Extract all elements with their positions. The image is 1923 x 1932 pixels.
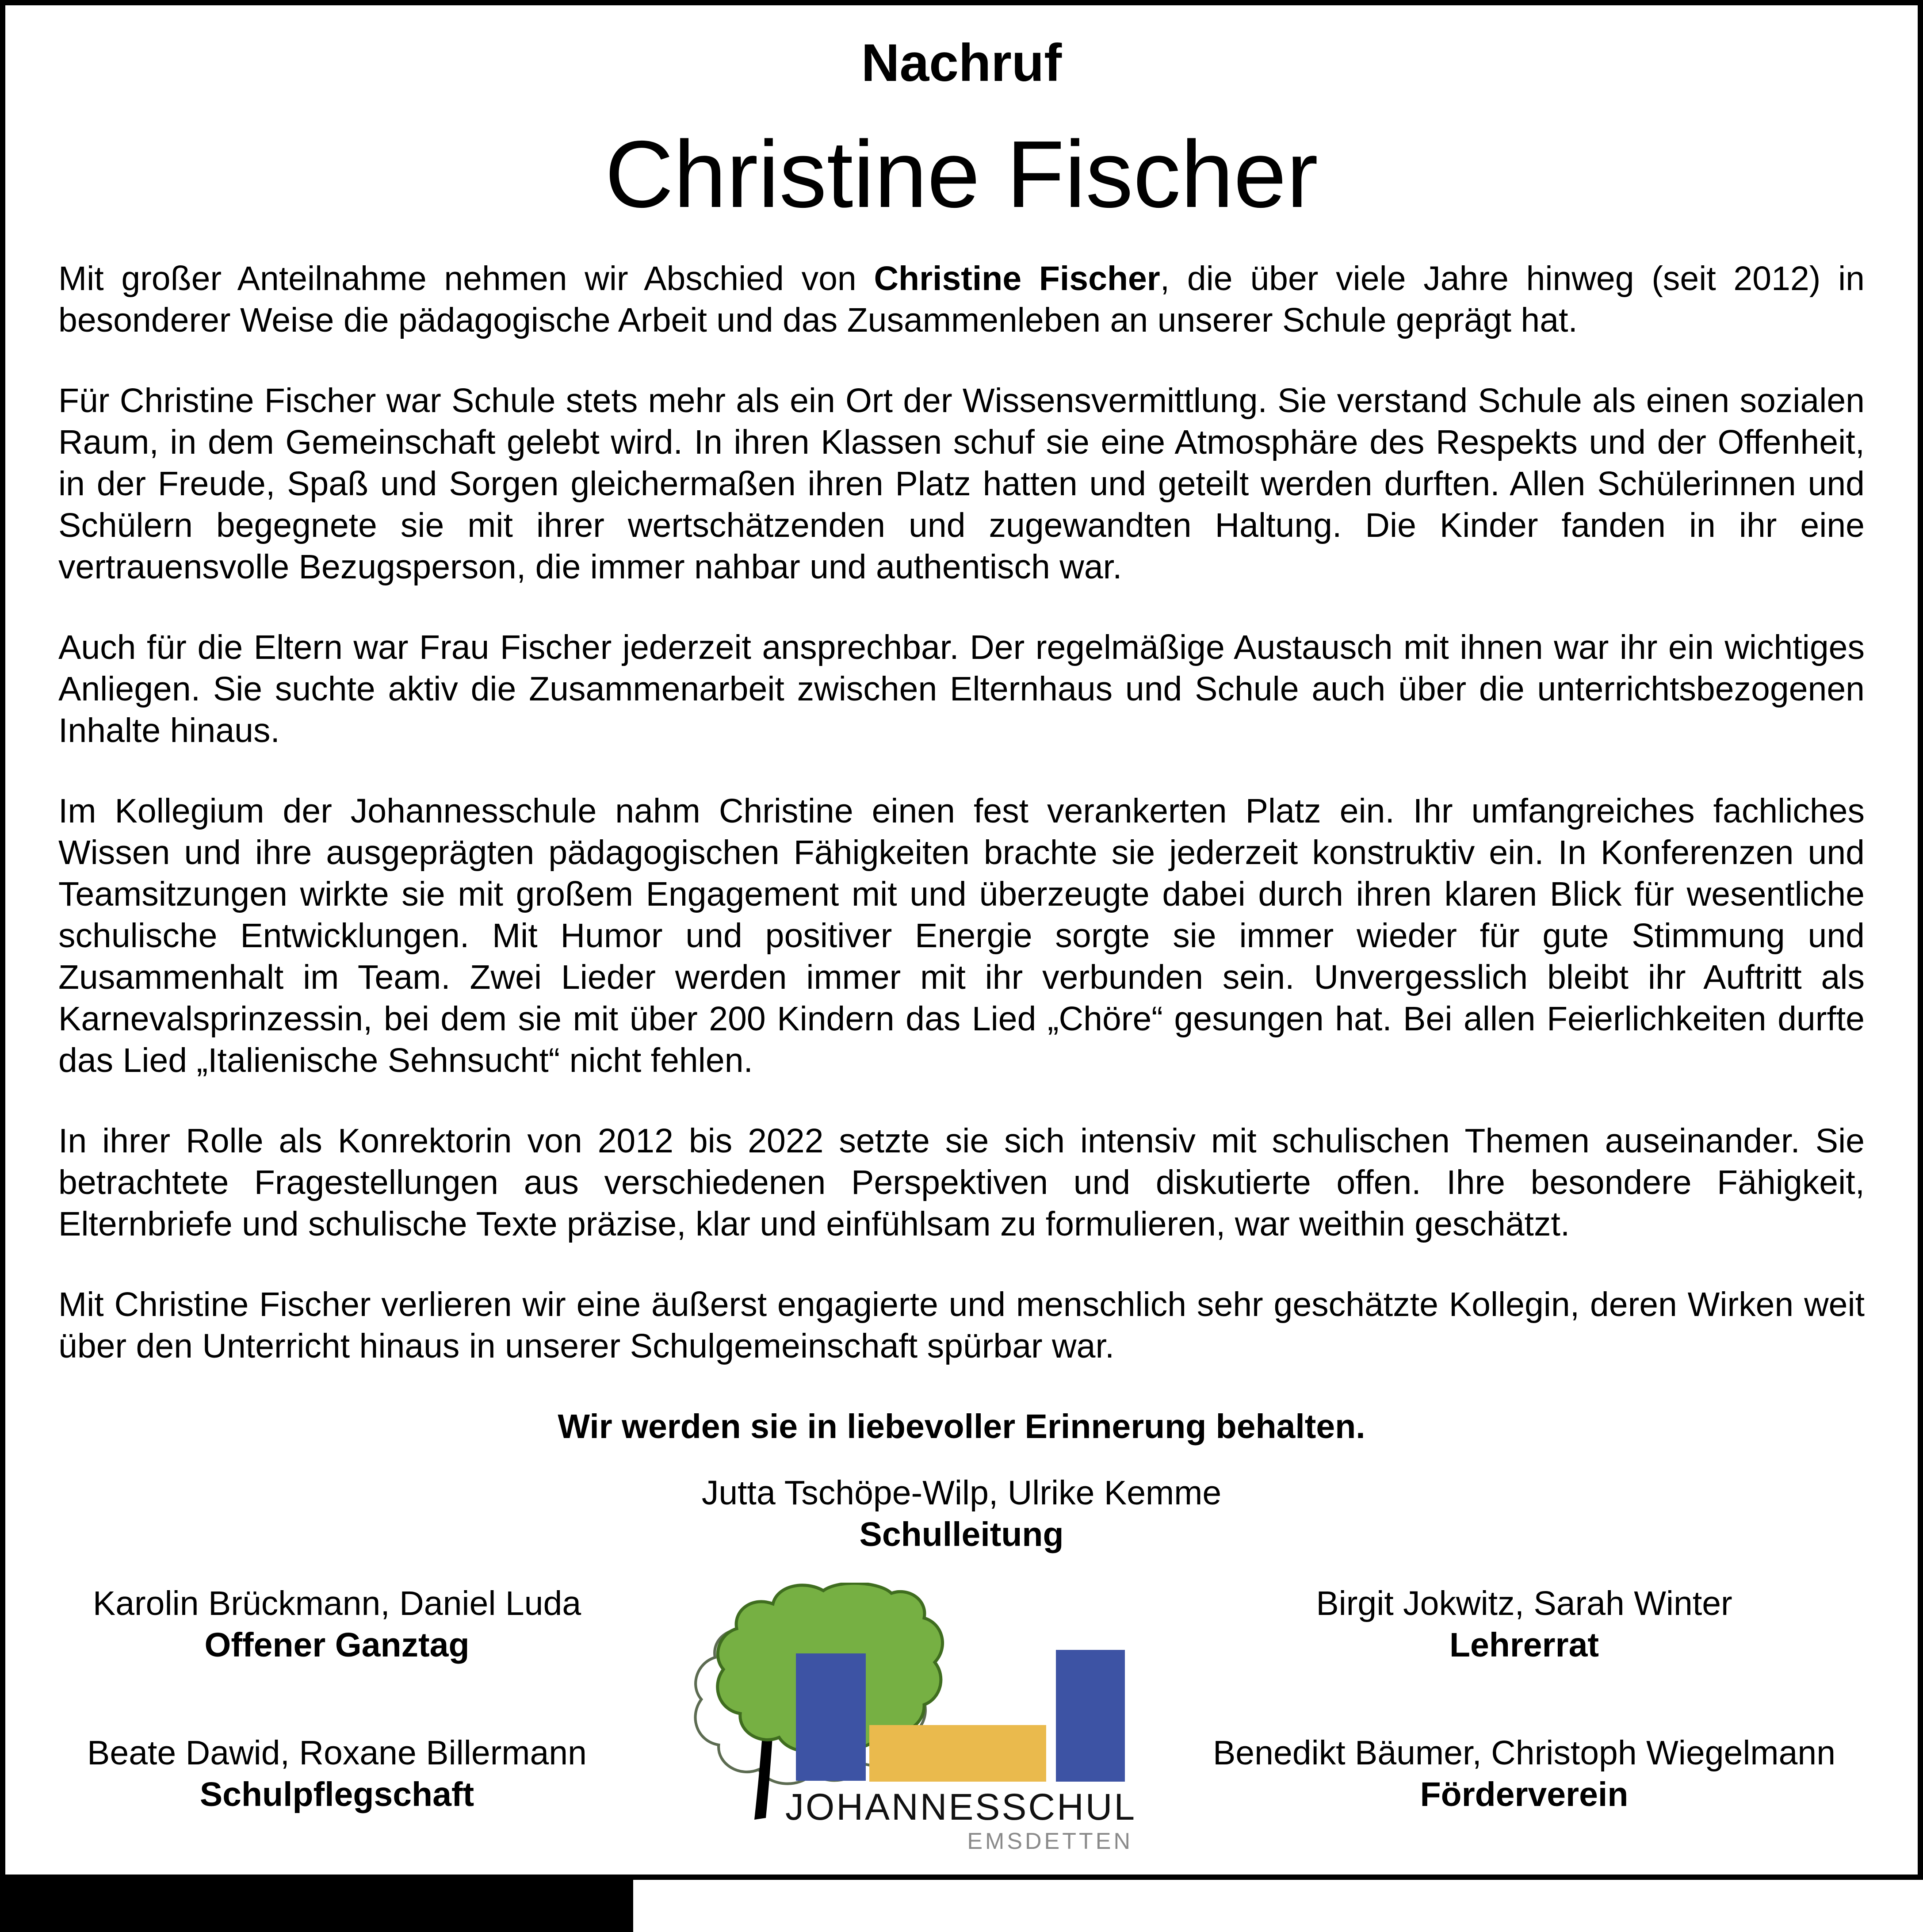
logo-title-text: JOHANNESSCHULE: [785, 1786, 1135, 1828]
deceased-name-heading: Christine Fischer: [605, 121, 1318, 227]
paragraph-kollegium: Im Kollegium der Johannesschule nahm Christine einen fest verankerten Platz ein. Ihr umfangreiches fachliches Wissen und ihre ausgeprägten pädagogischen Fähigkeiten brachte sie jederzeit konstruktiv ein. In Konferenzen und Teamsitzungen wirkte sie mit großem Engagement mit und überzeugte dabei durch ihren klaren Blick für wesentliche schulische Entwicklungen. Mit Humor und positiver Energie sorgte sie immer wieder für gute Stimmung und Zusammenhalt im Team. Zwei Lieder werden immer mit ihr verbunden sein. Unvergesslich bleibt ihr Auftritt als Karnevalsprinzessin, bei dem sie mit über 200 Kindern das Lied „Chöre“ gesungen hat. Bei allen Feierlichkeiten durfte das Lied „Italienische Sehnsucht“ nicht fehlen.: [58, 792, 1865, 1079]
left-signature-column: [58, 1583, 739, 1815]
signature-foerderverein: [1184, 1732, 1865, 1815]
closing-line: Wir werden sie in liebevoller Erinnerung behalten.: [558, 1408, 1365, 1446]
schulleitung-names: Jutta Tschöpe-Wilp, Ulrike Kemme: [701, 1474, 1222, 1512]
adjacent-clipping-black-bar: [0, 1880, 633, 1932]
bottom-signature-section: [58, 1583, 1865, 1857]
nachruf-kicker: Nachruf: [861, 33, 1062, 92]
lehrerrat-role: Lehrerrat: [1449, 1626, 1599, 1664]
offener-ganztag-names: Karolin Brückmann, Daniel Luda: [92, 1584, 581, 1622]
document-content: [5, 30, 1918, 1899]
logo-subtitle-text: EMSDETTEN: [967, 1829, 1133, 1854]
signature-offener-ganztag: [58, 1583, 616, 1666]
paragraph-konrektorin: In ihrer Rolle als Konrektorin von 2012 bis 2022 setzte sie sich intensiv mit schulischen Themen auseinander. Sie betrachtete Fragestellungen aus verschiedenen Perspektiven und diskutierte offen. Ihre besondere Fähigkeit, Elternbriefe und schulische Texte präzise, klar und einfühlsam zu formulieren, war weithin geschätzt.: [58, 1122, 1865, 1243]
paragraph-intro: [58, 258, 1865, 341]
logo-center-bar: [869, 1725, 1046, 1782]
paragraph-eltern: Auch für die Eltern war Frau Fischer jederzeit ansprechbar. Der regelmäßige Austausch mit ihnen war ihr ein wichtiges Anliegen. Sie suchte aktiv die Zusammenarbeit zwischen Elternhaus und Schule auch über die unterrichtsbezogenen Inhalte hinaus.: [58, 628, 1865, 750]
schulpflegschaft-role: Schulpflegschaft: [199, 1775, 474, 1813]
signature-lehrerrat: [1184, 1583, 1865, 1666]
intro-text-after: , die über viele Jahre hinweg (seit 2012) in besonderer Weise die pädagogische Arbeit und das Zusammenleben an unserer Schule geprägt hat.: [58, 260, 1865, 339]
logo-left-pillar: [796, 1653, 866, 1781]
foerderverein-names: Benedikt Bäumer, Christoph Wiegelmann: [1212, 1734, 1836, 1772]
schulpflegschaft-names: Beate Dawid, Roxane Billermann: [87, 1734, 587, 1772]
paragraph-schule-als-raum: Für Christine Fischer war Schule stets mehr als ein Ort der Wissensvermittlung. Sie verstand Schule als einen sozialen Raum, in dem Gemeinschaft gelebt wird. In ihren Klassen schuf sie eine Atmosphäre des Respekts und der Offenheit, in der Freude, Spaß und Sorgen gleichermaßen ihren Platz hatten und geteilt werden durften. Allen Schülerinnen und Schülern begegnete sie mit ihrer wertschätzenden und zugewandten Haltung. Die Kinder fanden in ihr eine vertrauensvolle Bezugsperson, die immer nahbar und authentisch war.: [58, 382, 1865, 586]
schulleitung-role: Schulleitung: [859, 1515, 1064, 1553]
intro-text-before: Mit großer Anteilnahme nehmen wir Abschied von: [58, 260, 874, 298]
signature-schulleitung: [58, 1472, 1865, 1555]
signature-schulpflegschaft: [58, 1732, 616, 1815]
lehrerrat-names: Birgit Jokwitz, Sarah Winter: [1316, 1584, 1732, 1622]
intro-name-bold: Christine Fischer: [874, 260, 1160, 298]
logo-right-pillar: [1056, 1650, 1125, 1782]
paragraph-abschied: Mit Christine Fischer verlieren wir eine äußerst engagierte und menschlich sehr geschätzte Kollegin, deren Wirken weit über den Unterricht hinaus in unserer Schulgemeinschaft spürbar war.: [58, 1285, 1865, 1365]
foerderverein-role: Förderverein: [1420, 1775, 1629, 1813]
school-logo: [691, 1583, 1135, 1857]
johannesschule-logo-graphic: [691, 1583, 1135, 1857]
offener-ganztag-role: Offener Ganztag: [204, 1626, 470, 1664]
right-signature-column: [1184, 1583, 1865, 1815]
